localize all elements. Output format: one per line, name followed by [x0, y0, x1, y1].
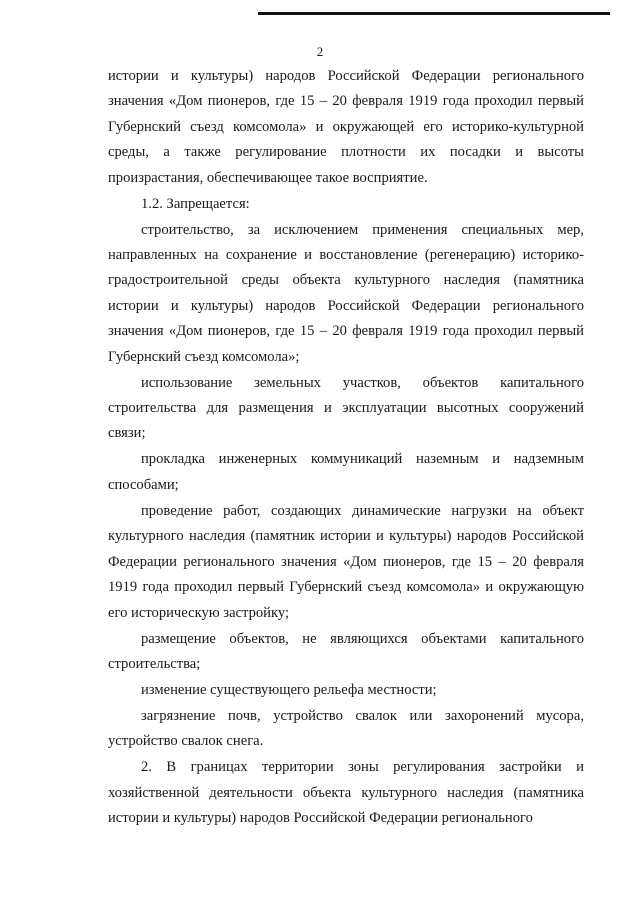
- header-rule: [258, 12, 610, 15]
- list-item-pollution: загрязнение почв, устройство свалок или захоронений мусора, устройство свалок снега.: [108, 707, 584, 750]
- list-item-utilities: прокладка инженерных коммуникаций наземным и надземным способами;: [108, 451, 584, 493]
- page-number: 2: [316, 44, 324, 59]
- paragraph-continuation: истории и культуры) народов Российской Федерации регионального значения «Дом пионеров, где 15 – 20 февраля 1919 года проходил первый Губернский съезд комсомола» и окружающей его историко-культурной среды, а также регулирование плотности их посадки и высоты произрастания, обеспечивающее такое восприятие.: [108, 68, 584, 186]
- section-2-paragraph: 2. В границах территории зоны регулирования застройки и хозяйственной деятельности объекта культурного наследия (памятника истории и культуры) народов Российской Федерации регионального: [108, 759, 584, 827]
- list-item-non-capital: размещение объектов, не являющихся объектами капитального строительства;: [108, 630, 584, 672]
- list-item-construction: строительство, за исключением применения специальных мер, направленных на сохранение и восстановление (регенерацию) историко-градостроительной среды объекта культурного наследия (памятника истории и культуры) народов Российской Федерации регионального значения «Дом пионеров, где 15 – 20 февраля 1919 года проходил первый Губернский съезд комсомола»;: [108, 221, 584, 365]
- list-item-relief: изменение существующего рельефа местности;: [141, 681, 437, 698]
- list-item-dynamic-loads: проведение работ, создающих динамические нагрузки на объект культурного наследия (памятник истории и культуры) народов Российской Федерации регионального значения «Дом пионеров, где 15 – 20 февраля 1919 года проходил первый Губернский съезд комсомола» и окружающую его историческую застройку;: [108, 502, 584, 621]
- section-heading-1-2: 1.2. Запрещается:: [141, 195, 250, 212]
- document-body: [108, 64, 584, 832]
- list-item-land-use: использование земельных участков, объектов капитального строительства для размещения и эксплуатации высотных сооружений связи;: [108, 374, 584, 442]
